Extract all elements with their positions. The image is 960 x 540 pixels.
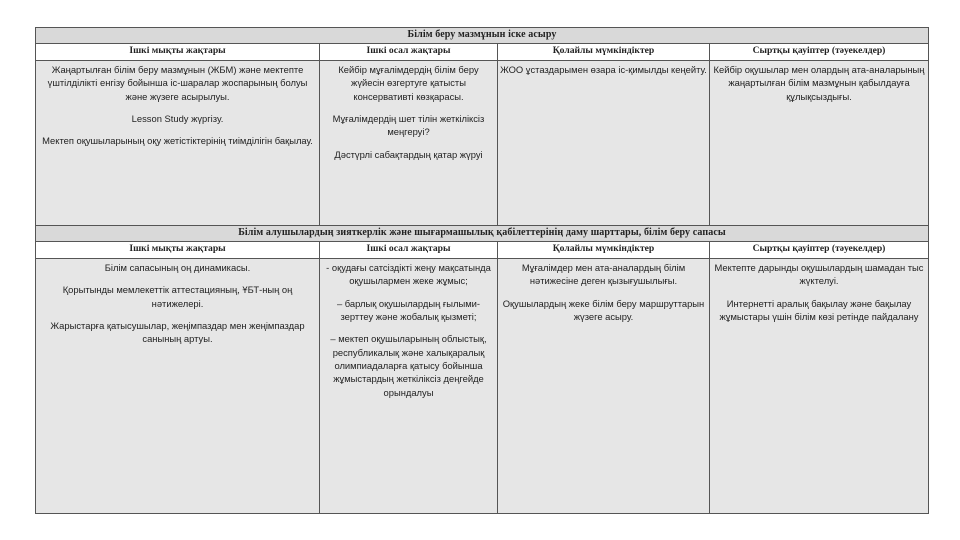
cell-paragraph: Мектепте дарынды оқушылардың шамадан тыс жүктелуі.	[714, 262, 924, 287]
cell-paragraph: Кейбір мұғалімдердің білім беру жүйесін өзгертуге қатысты консервативті көзқарасы.	[338, 64, 479, 102]
opportunities-cell	[498, 61, 710, 226]
threats-cell	[710, 61, 929, 226]
column-header-opportunities: Қолайлы мүмкіндіктер	[498, 242, 710, 259]
column-header-strengths: Ішкі мықты жақтары	[36, 44, 320, 61]
cell-paragraph: Дәстүрлі сабақтардың қатар жүруі	[334, 148, 483, 160]
table-row	[36, 61, 929, 226]
strengths-cell	[36, 259, 320, 514]
cell-paragraph: Жарыстарға қатысушылар, жеңімпаздар мен жеңімпаздар санының артуы.	[50, 320, 305, 345]
cell-paragraph: Интернетті аралық бақылау және бақылау жұмыстары үшін білім көзі ретінде пайдалану	[719, 297, 919, 323]
threats-cell	[710, 259, 929, 514]
weaknesses-cell	[320, 61, 498, 226]
cell-paragraph: – барлық оқушылардың ғылыми-зерттеу және жобалық қызметі;	[336, 297, 481, 323]
swot-table	[35, 27, 929, 514]
column-header-weaknesses: Ішкі осал жақтары	[320, 44, 498, 61]
cell-paragraph: Мұғалімдердің шет тілін жеткіліксіз меңгеруі?	[332, 113, 485, 138]
column-header-threats: Сыртқы қауіптер (тәуекелдер)	[710, 44, 929, 61]
cell-paragraph: ЖОО ұстаздарымен өзара іс-қимылды кеңейту.	[500, 64, 707, 75]
section-title: Білім беру мазмұнын іске асыру	[36, 28, 929, 44]
cell-paragraph: - оқудағы сатсіздікті жеңу мақсатында оқушылармен жеке жұмыс;	[326, 262, 491, 287]
opportunities-cell	[498, 259, 710, 514]
cell-paragraph: Оқушылардың жеке білім беру маршруттарын жүзеге асыру.	[502, 297, 705, 323]
strengths-cell	[36, 61, 320, 226]
column-header-strengths: Ішкі мықты жақтары	[36, 242, 320, 259]
weaknesses-cell	[320, 259, 498, 514]
cell-paragraph: Жаңартылған білім беру мазмұнын (ЖБМ) және мектепте үштілділікті енгізу бойынша іс-шаралар жоспарының болуы және жүзеге асырылуы.	[47, 64, 308, 102]
cell-paragraph: Мектеп оқушыларының оқу жетістіктерінің тиімділігін бақылау.	[42, 135, 313, 147]
column-header-row	[36, 44, 929, 61]
cell-paragraph: Білім сапасының оң динамикасы.	[104, 262, 251, 273]
cell-paragraph: – мектеп оқушыларының облыстық, республикалық және халықаралық олимпиадаларға қатысу бойынша жұмыстардың жеткіліксіз деңгейде орындалуы	[330, 333, 487, 398]
cell-paragraph: Lesson Study жүргізу.	[131, 113, 224, 125]
column-header-opportunities: Қолайлы мүмкіндіктер	[498, 44, 710, 61]
column-header-row	[36, 242, 929, 259]
table-row	[36, 259, 929, 514]
section-title: Білім алушылардың зияткерлік және шығармашылық қабілеттерінің даму шарттары, білім беру сапасы	[36, 226, 929, 242]
cell-paragraph: Кейбір оқушылар мен олардың ата-аналарының жаңартылған білім мазмұнын қабылдауға құлықсыздығы.	[713, 64, 925, 102]
section-title-row	[36, 28, 929, 44]
column-header-weaknesses: Ішкі осал жақтары	[320, 242, 498, 259]
section-title-row	[36, 226, 929, 242]
cell-paragraph: Мұғалімдер мен ата-аналардың білім нәтижесіне деген қызығушылығы.	[521, 262, 686, 287]
column-header-threats: Сыртқы қауіптер (тәуекелдер)	[710, 242, 929, 259]
cell-paragraph: Қорытынды мемлекеттік аттестацияның, ҰБТ-ның оң нәтижелері.	[62, 284, 293, 309]
